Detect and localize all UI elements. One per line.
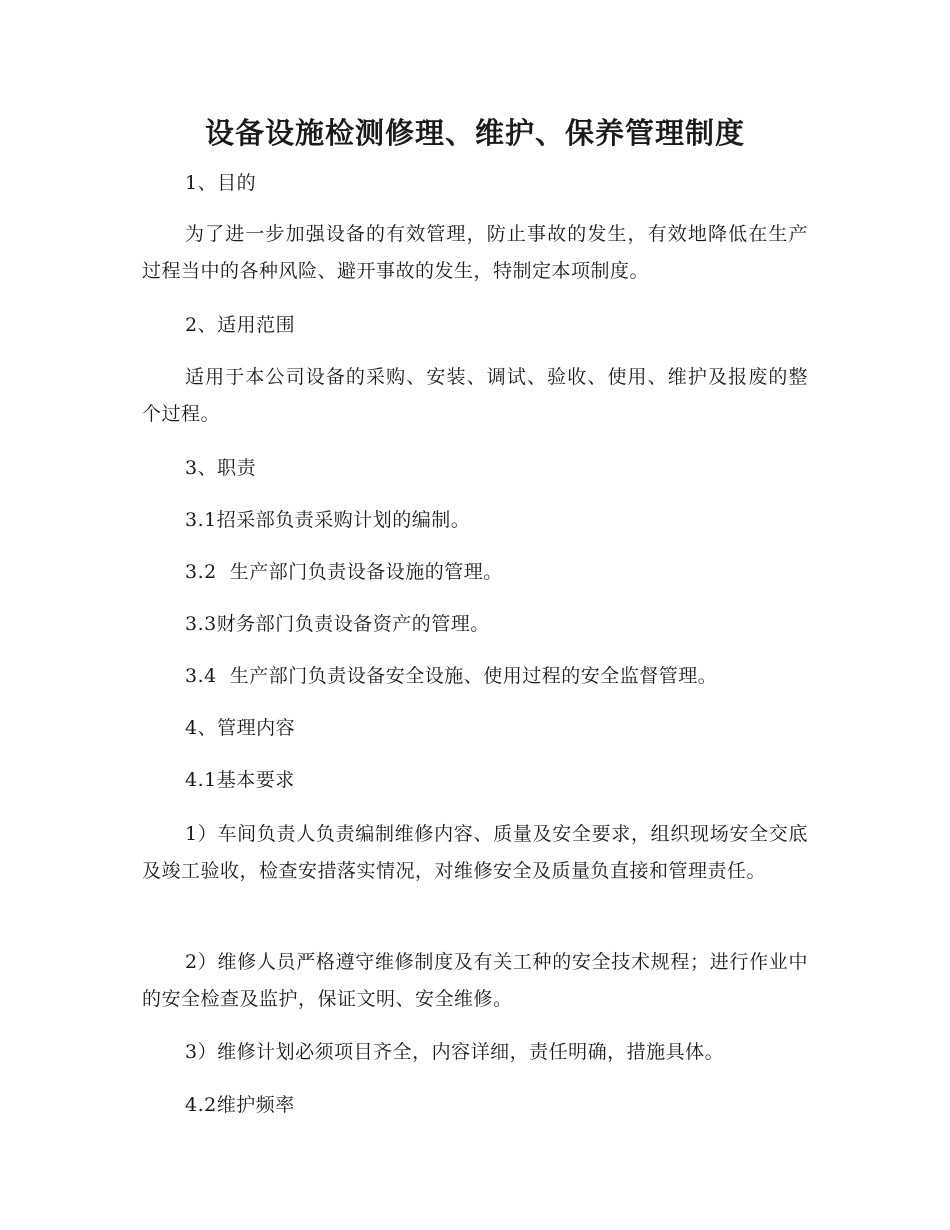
paragraph-4-1-item-1: 1）车间负责人负责编制维修内容、质量及安全要求，组织现场安全交底及竣工验收，检查安措落实情况，对维修安全及质量负直接和管理责任。 <box>142 823 808 882</box>
paragraph-purpose: 为了进一步加强设备的有效管理，防止事故的发生，有效地降低在生产过程当中的各种风险、避开事故的发生，特制定本项制度。 <box>142 223 808 282</box>
paragraph-4-1-item-3: 3）维修计划必须项目齐全，内容详细，责任明确，措施具体。 <box>185 1041 725 1063</box>
subsection-3-3: 3.3财务部门负责设备资产的管理。 <box>185 613 490 635</box>
subsection-3-1: 3.1招采部负责采购计划的编制。 <box>185 509 471 531</box>
subsection-3-2: 3.2 生产部门负责设备设施的管理。 <box>185 561 503 583</box>
subsection-4-1: 4.1基本要求 <box>185 769 295 791</box>
subsection-3-4: 3.4 生产部门负责设备安全设施、使用过程的安全监督管理。 <box>185 665 718 687</box>
subsection-4-2: 4.2维护频率 <box>185 1094 295 1116</box>
section-heading-purpose: 1、目的 <box>185 172 257 194</box>
document-title: 设备设施检测修理、维护、保养管理制度 <box>204 116 745 150</box>
paragraph-4-1-item-2: 2）维修人员严格遵守维修制度及有关工种的安全技术规程；进行作业中的安全检查及监护，保证文明、安全维修。 <box>142 951 808 1010</box>
paragraph-scope: 适用于本公司设备的采购、安装、调试、验收、使用、维护及报废的整个过程。 <box>142 366 808 425</box>
section-heading-management: 4、管理内容 <box>185 717 296 739</box>
section-heading-scope: 2、适用范围 <box>185 314 296 336</box>
section-heading-responsibilities: 3、职责 <box>185 457 257 479</box>
